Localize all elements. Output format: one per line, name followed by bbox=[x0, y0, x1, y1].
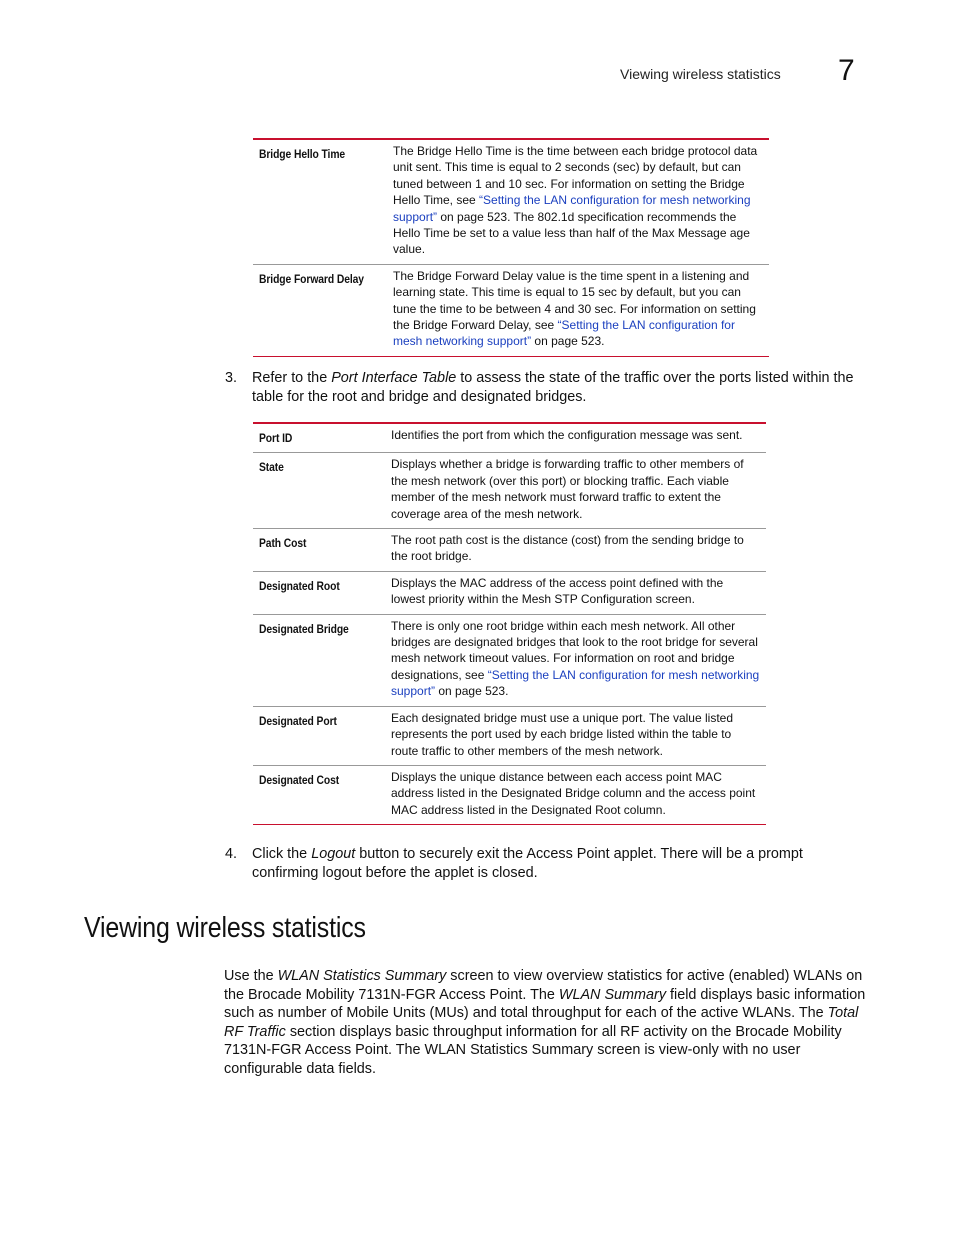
step-4: 4. Click the Logout button to securely exit the Access Point applet. There will be a prompt confirming logout before the applet is closed. bbox=[225, 846, 803, 881]
cross-reference-link[interactable]: “Setting the LAN configuration for mesh networking support” bbox=[393, 318, 735, 349]
bridge-timing-table bbox=[253, 138, 769, 357]
term-label: State bbox=[259, 460, 284, 475]
term-description: The root path cost is the distance (cost) from the sending bridge to the root bridge. bbox=[391, 533, 744, 564]
cross-reference-link[interactable]: “Setting the LAN configuration for mesh networking support” bbox=[391, 667, 760, 699]
table-row bbox=[253, 571, 766, 614]
term-label: Designated Port bbox=[259, 713, 337, 728]
term-description: Each designated bridge must use a unique port. The value listed represents the port used by each bridge listed within the table to route traffic to other members of the mesh network. bbox=[391, 710, 733, 758]
term-label: Designated Root bbox=[259, 578, 340, 593]
term-label: Designated Cost bbox=[259, 772, 340, 787]
term-description: The Bridge Hello Time is the time between each bridge protocol data unit sent. This time is equal to 2 seconds (sec) by default, but can tuned between 1 and 10 sec. For information on setting the Bridge Hello Time, see “Setting the LAN configuration for mesh networking support” on page 523. The 802.1d specification recommends the Hello Time be set to a value less than half of the Max Message age value. bbox=[393, 144, 758, 257]
term-label: Path Cost bbox=[259, 536, 307, 551]
table-row bbox=[253, 529, 766, 572]
step-3: 3. Refer to the Port Interface Table to assess the state of the traffic over the ports listed within the table for the root and bridge and designated bridges. bbox=[225, 370, 854, 405]
table-row bbox=[253, 139, 769, 264]
table-row bbox=[253, 423, 766, 453]
term-description: Displays the MAC address of the access point defined with the lowest priority within the Mesh STP Configuration screen. bbox=[391, 575, 724, 607]
term-description: Identifies the port from which the configuration message was sent. bbox=[391, 428, 743, 442]
term-description: Displays the unique distance between each access point MAC address listed in the Designated Bridge column and the access point MAC address listed in the Designated Root column. bbox=[391, 769, 756, 817]
section-heading: Viewing wireless statistics bbox=[84, 912, 366, 944]
term-description: The Bridge Forward Delay value is the time spent in a listening and learning state. This time is equal to 15 sec by default, but you can tune the time to be between 4 and 30 sec. For information on setting the Bridge Forward Delay, see “Setting the LAN configuration for mesh networking support” on page 523. bbox=[393, 268, 756, 349]
table-row bbox=[253, 264, 769, 356]
table-row bbox=[253, 614, 766, 706]
table-row bbox=[253, 765, 766, 824]
chapter-number: 7 bbox=[838, 54, 855, 87]
step-number: 3. bbox=[225, 370, 238, 386]
term-label: Port ID bbox=[259, 431, 293, 445]
cross-reference-link[interactable]: “Setting the LAN configuration for mesh networking support” bbox=[393, 193, 751, 224]
table-row bbox=[253, 453, 766, 529]
term-label: Bridge Forward Delay bbox=[259, 271, 364, 286]
port-interface-table bbox=[253, 422, 766, 825]
table-row bbox=[253, 706, 766, 765]
term-label: Designated Bridge bbox=[259, 621, 349, 636]
running-header-title: Viewing wireless statistics bbox=[620, 66, 781, 82]
section-intro-paragraph: Use the WLAN Statistics Summary screen to view overview statistics for active (enabled) WLANs on the Brocade Mobility 7131N-FGR Access Point. The WLAN Summary field displays basic information such as number of Mobile Units (MUs) and total throughput for each of the active WLANs. The Total RF Traffic section displays basic throughput information for all RF activity on the Brocade Mobility 7131N-FGR Access Point. The WLAN Statistics Summary screen is view-only with no user configurable data fields. bbox=[224, 968, 866, 1077]
step-number: 4. bbox=[225, 846, 238, 862]
term-description: Displays whether a bridge is forwarding traffic to other members of the mesh network (over this port) or blocking traffic. Each viable member of the mesh network must forward traffic to extent the coverage area of the mesh network. bbox=[391, 457, 744, 521]
term-description: There is only one root bridge within each mesh network. All other bridges are designated bridges that look to the root bridge for several mesh network timeout values. For information on root and bridge designations, see “Setting the LAN configuration for mesh networking support” on page 523. bbox=[391, 618, 760, 699]
term-label: Bridge Hello Time bbox=[259, 147, 346, 161]
